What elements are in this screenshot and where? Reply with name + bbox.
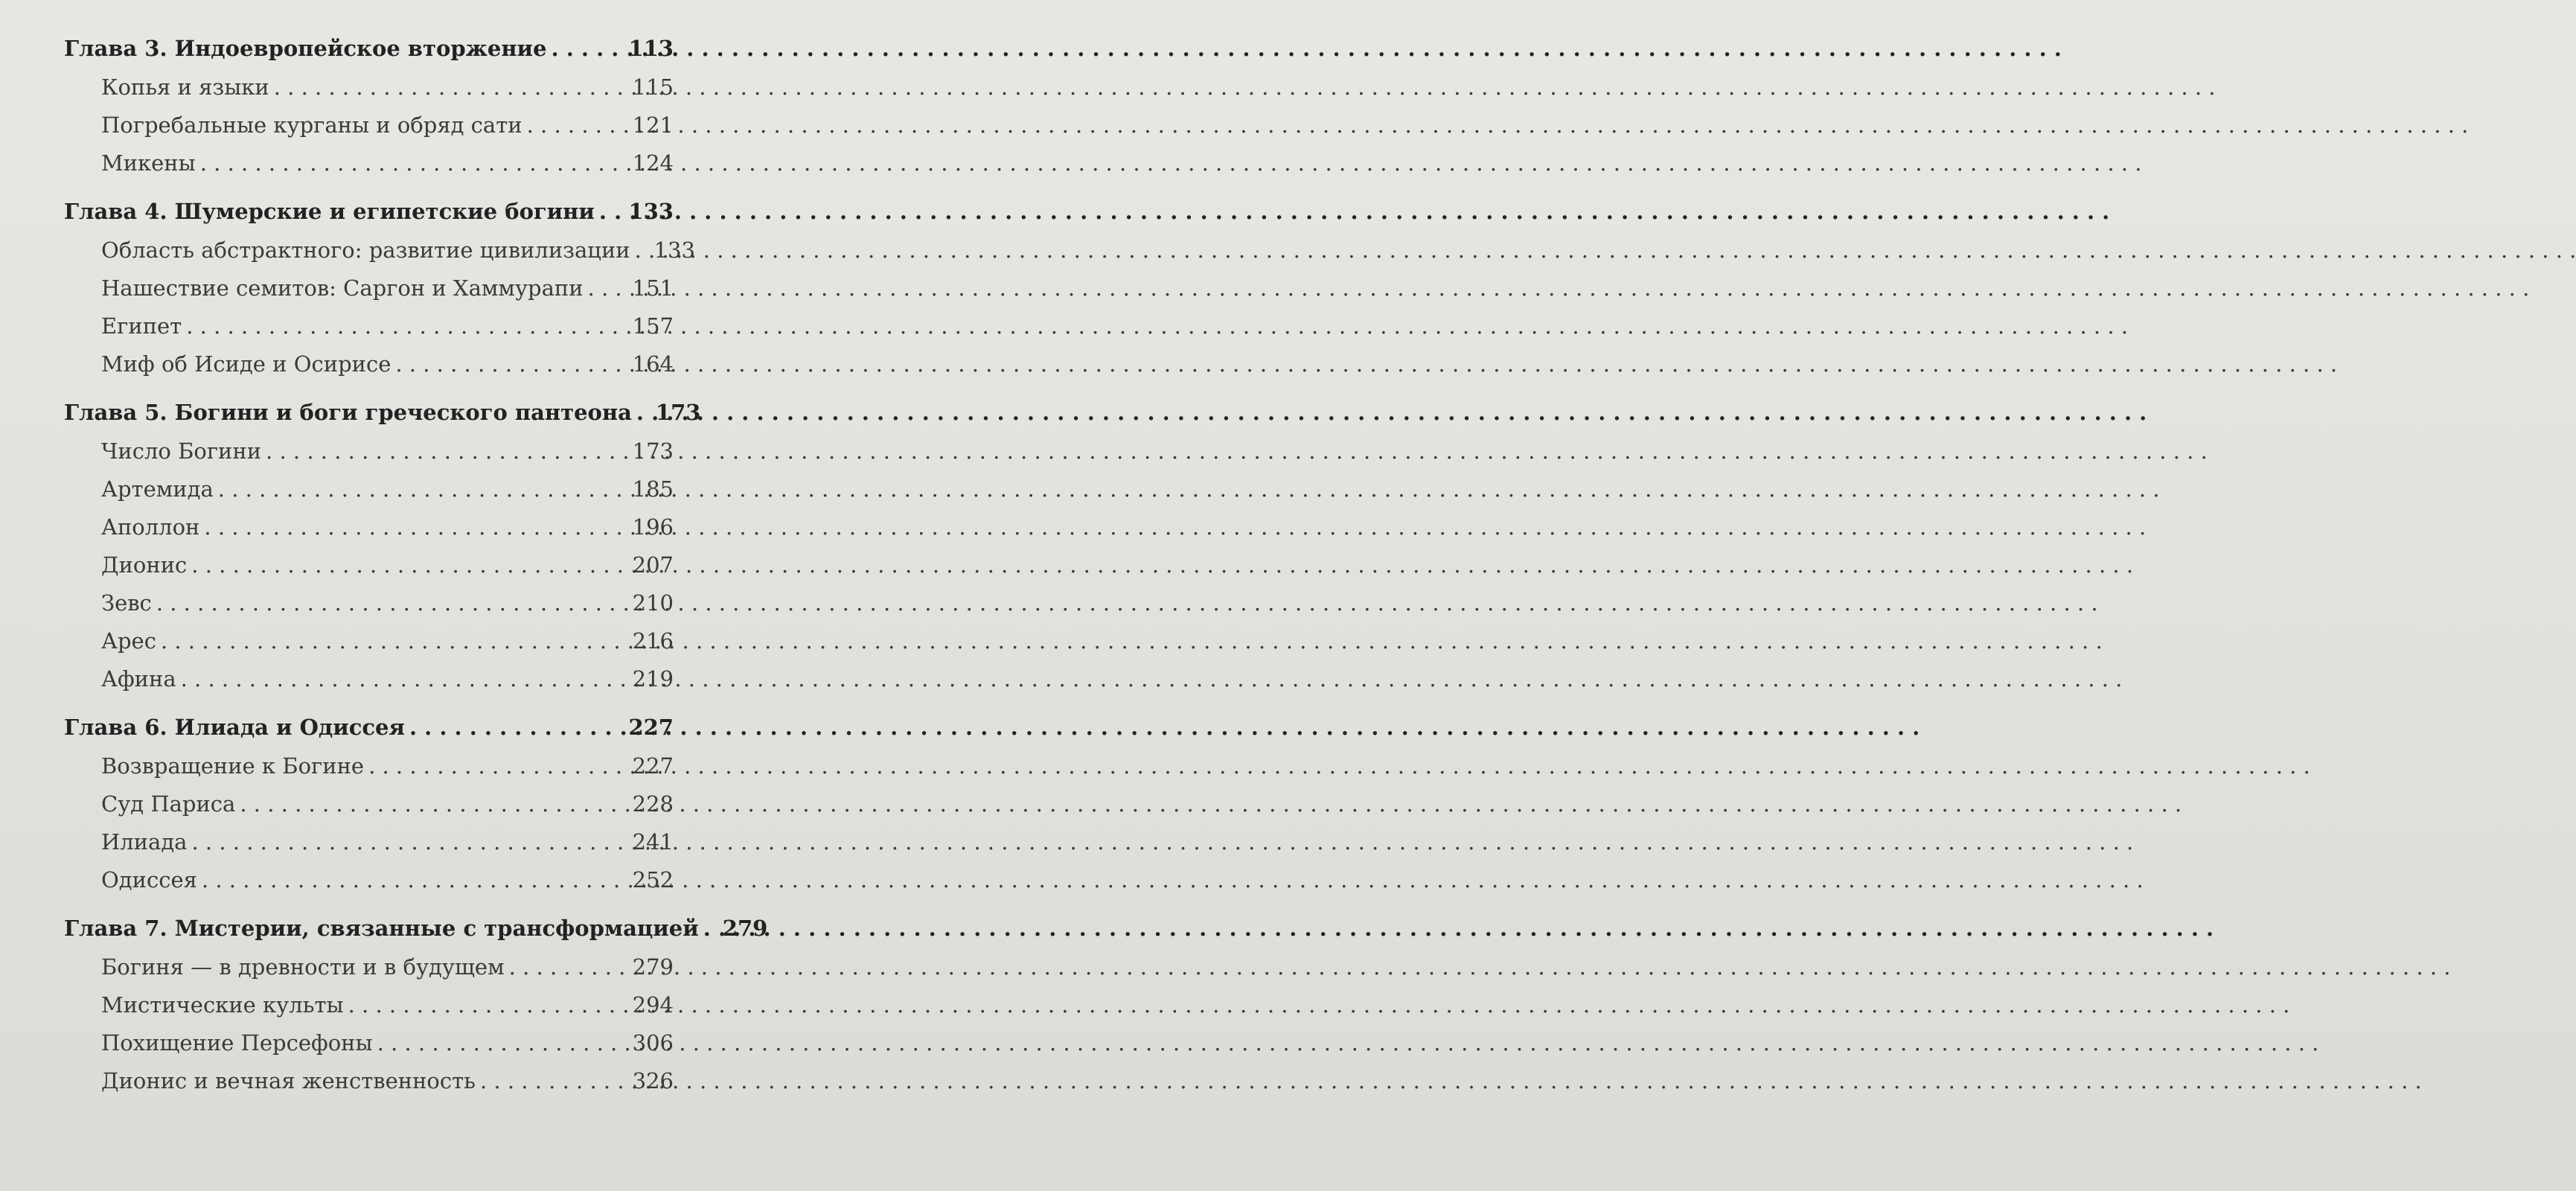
dot-leader: [588, 269, 628, 307]
dot-leader: [395, 345, 627, 383]
section-row[interactable]: [0, 948, 712, 986]
section-title: Число Богини: [101, 438, 262, 464]
chapter-6: [0, 707, 712, 899]
page-number: 252: [632, 867, 674, 893]
dot-leader: [204, 508, 627, 546]
dot-leader: [635, 232, 650, 269]
dot-leader: [200, 144, 628, 182]
section-title: Арес: [101, 628, 156, 654]
section-title: Нашествие семитов: Саргон и Хаммурапи: [101, 275, 584, 301]
page-number: 294: [632, 992, 674, 1018]
page-number: 164: [632, 351, 674, 377]
page-number: 113: [628, 36, 674, 61]
section-row[interactable]: [0, 508, 712, 546]
dot-leader: [527, 106, 628, 144]
chapter-title: Глава 6. Илиада и Одиссея: [64, 715, 405, 740]
page-number: 279: [632, 954, 674, 980]
section-row[interactable]: [0, 345, 712, 383]
page-number: 173: [655, 400, 701, 425]
page-number: 115: [632, 74, 674, 100]
dot-leader: [191, 546, 627, 584]
chapter-5: [0, 392, 712, 698]
chapter-4: [0, 191, 712, 383]
chapter-heading-row[interactable]: [0, 191, 712, 232]
page-number: 216: [632, 628, 674, 654]
chapter-title: Глава 3. Индоевропейское вторжение: [64, 36, 547, 61]
dot-leader: [368, 747, 628, 785]
section-title: Возвращение к Богине: [101, 753, 365, 779]
page-number: 207: [632, 552, 674, 578]
page-number: 228: [632, 791, 674, 817]
dot-leader: [509, 948, 628, 986]
page-number: 306: [632, 1030, 674, 1056]
section-row[interactable]: [0, 1062, 712, 1100]
page-number: 196: [632, 514, 674, 540]
section-title: Египет: [101, 313, 182, 339]
chapter-heading-row[interactable]: [0, 707, 712, 747]
page-number: 151: [632, 275, 674, 301]
dot-leader: [186, 307, 627, 345]
page-number: 173: [632, 438, 674, 464]
section-title: Одиссея: [101, 867, 197, 893]
page-number: 326: [632, 1068, 674, 1093]
dot-leader: [191, 823, 627, 861]
dot-leader: [348, 986, 628, 1024]
section-row[interactable]: [0, 546, 712, 584]
dot-leader: [703, 908, 718, 948]
page-number: 279: [722, 916, 768, 941]
section-title: Погребальные курганы и обряд сати: [101, 112, 522, 138]
page-number: 185: [632, 476, 674, 502]
dot-leader: [274, 68, 628, 106]
page-number: 121: [632, 112, 674, 138]
dot-leader: [156, 584, 628, 622]
section-title: Богиня — в древности и в будущем: [101, 954, 505, 980]
section-title: Копья и языки: [101, 74, 269, 100]
page-number: 241: [632, 829, 674, 855]
section-title: Микены: [101, 150, 196, 176]
section-row[interactable]: [0, 307, 712, 345]
chapter-title: Глава 5. Богини и боги греческого пантеона: [64, 400, 632, 425]
section-row[interactable]: [0, 432, 712, 470]
section-title: Илиада: [101, 829, 188, 855]
section-title: Миф об Исиде и Осирисе: [101, 351, 391, 377]
section-row[interactable]: [0, 785, 712, 823]
page-number: 210: [632, 590, 674, 616]
dot-leader: [480, 1062, 628, 1100]
section-row[interactable]: [0, 470, 712, 508]
chapter-title: Глава 7. Мистерии, связанные с трансформацией: [64, 916, 699, 941]
section-row[interactable]: [0, 823, 712, 861]
section-title: Дионис: [101, 552, 188, 578]
section-row[interactable]: [0, 106, 712, 144]
section-title: Мистические культы: [101, 992, 344, 1018]
section-row[interactable]: [0, 1024, 712, 1062]
dot-leader: [409, 707, 624, 747]
dot-leader: [636, 392, 651, 432]
section-title: Афина: [101, 666, 176, 692]
dot-leader: [181, 660, 628, 698]
dot-leader: [599, 191, 624, 232]
dot-leader: [552, 28, 624, 68]
page-number: 227: [628, 715, 674, 740]
section-title: Похищение Персефоны: [101, 1030, 373, 1056]
chapter-title: Глава 4. Шумерские и египетские богини: [64, 199, 595, 224]
section-row[interactable]: [0, 584, 712, 622]
section-title: Зевс: [101, 590, 152, 616]
page-number: 157: [632, 313, 674, 339]
dot-leader: [218, 470, 628, 508]
section-row[interactable]: [0, 660, 712, 698]
section-row[interactable]: [0, 269, 712, 307]
section-row[interactable]: [0, 232, 712, 269]
section-title: Аполлон: [101, 514, 200, 540]
chapter-heading-row[interactable]: [0, 28, 712, 68]
page-number: 219: [632, 666, 674, 692]
dot-leader: [202, 861, 628, 899]
page-number: 124: [632, 150, 674, 176]
table-of-contents-page: [0, 0, 768, 1191]
section-row[interactable]: [0, 68, 712, 106]
section-row[interactable]: [0, 144, 712, 182]
chapter-3: [0, 28, 712, 182]
dot-leader: [240, 785, 627, 823]
dot-leader: [266, 432, 628, 470]
section-title: Область абстрактного: развитие цивилизации: [101, 237, 630, 263]
chapter-7: [0, 908, 768, 1100]
page-number: 227: [632, 753, 674, 779]
section-row[interactable]: [0, 986, 712, 1024]
section-row[interactable]: [0, 747, 712, 785]
section-title: Артемида: [101, 476, 214, 502]
section-title: Дионис и вечная женственность: [101, 1068, 476, 1093]
section-row[interactable]: [0, 861, 712, 899]
section-row[interactable]: [0, 622, 712, 660]
page-number: 133: [628, 199, 674, 224]
dot-leader: [161, 622, 628, 660]
dot-leader: [377, 1024, 628, 1062]
section-title: Суд Париса: [101, 791, 236, 817]
chapter-heading-row[interactable]: [0, 392, 712, 432]
chapter-heading-row[interactable]: [0, 908, 768, 948]
page-number: 133: [653, 237, 695, 263]
